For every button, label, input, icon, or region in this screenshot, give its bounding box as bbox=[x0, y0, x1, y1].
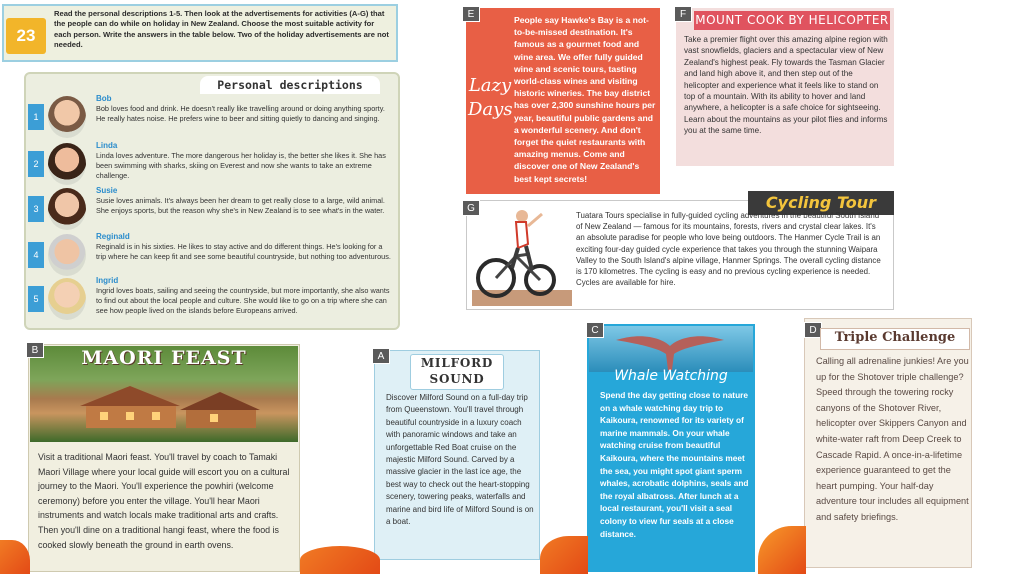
ad-maori-feast-text: Visit a traditional Maori feast. You'll travel by coach to Tamaki Maori Village where your local guide will escort you on a cultural journey to the Maori. You'll experience the powhiri (welcome ceremony) before you enter the village. You'll hear Maori instruments and watch locals make traditional arts and crafts. Then you'll dine on a traditional hangi feast, where the food is cooked slowly beneath the ground in earth ovens. bbox=[38, 452, 290, 550]
decorative-wave bbox=[540, 536, 588, 574]
person-row bbox=[28, 276, 394, 328]
ad-whale-watching-title: Whale Watching bbox=[614, 368, 728, 384]
person-photo bbox=[48, 143, 86, 185]
cyclist-illustration bbox=[472, 208, 572, 306]
person-name: Linda bbox=[96, 141, 118, 150]
decorative-wave bbox=[300, 546, 380, 574]
ad-letter-a: A bbox=[372, 348, 390, 364]
ad-triple-challenge-title: Triple Challenge bbox=[834, 330, 956, 345]
person-row bbox=[28, 94, 394, 140]
person-number: 5 bbox=[28, 286, 44, 312]
task-instructions: Read the personal descriptions 1-5. Then look at the advertisements for activities (A-G) that the people can do while on holiday in New Zealand. Choose the most suitable activity for each person. Write the answers in the table below. Two of the holiday advertisements are not needed. bbox=[54, 9, 389, 50]
person-number: 2 bbox=[28, 151, 44, 177]
ad-triple-challenge-text: Calling all adrenaline junkies! Are you up for the Shotover triple challenge? Speed through the towering rocky canyons of the Shotover River, helicopter over Skippers Canyon and white-water raft from Deep Creek to Cascade Rapid. A once-in-a-lifetime experience guaranteed to get the heart pumping. Your half-day adventure tour includes all equipment and safety briefings. bbox=[816, 356, 969, 522]
ad-letter-e: E bbox=[462, 6, 480, 22]
personal-descriptions-title: Personal descriptions bbox=[200, 76, 380, 94]
whale-tail-illustration bbox=[612, 330, 728, 370]
decorative-wave bbox=[758, 526, 806, 574]
person-number: 1 bbox=[28, 104, 44, 130]
person-name: Ingrid bbox=[96, 276, 119, 285]
ad-mount-cook-title: MOUNT COOK BY HELICOPTER bbox=[694, 11, 890, 30]
person-photo bbox=[48, 278, 86, 320]
ad-whale-watching-text: Spend the day getting close to nature on a whale watching day trip to Kaikoura, renowned for its variety of marine mammals. On your whale watching cruise from beautiful Kaikoura, where the mountains meet the sea, you might spot giant sperm whales, acrobatic dolphins, seals and the royal albatross. After lunch at a local restaurant, you'll visit a seal colony to view fur seals at a close distance. bbox=[600, 390, 749, 539]
ad-maori-feast-title: MAORI FEAST bbox=[81, 347, 247, 369]
ad-letter-f: F bbox=[674, 6, 692, 22]
person-number: 4 bbox=[28, 242, 44, 268]
ad-milford-sound-text: Discover Milford Sound on a full-day trip from Queenstown. You'll travel through beautiful countryside in a luxury coach with panoramic windows and take an unforgettable Red Boat cruise on the majestic Milford Sound. Carved by a massive glacier in the last ice age, the best way to check out the heart-stopping scenery, towering peaks, waterfalls and marine and bird life of Milford Sound is on a boat. bbox=[386, 393, 534, 527]
person-description: Bob loves food and drink. He doesn't really like travelling around or doing anything sporty. He really hates noise. He prefers wine to beer and sitting quietly to dancing and singing. bbox=[96, 104, 385, 124]
ad-letter-b: B bbox=[26, 342, 44, 358]
ad-mount-cook-text: Take a premier flight over this amazing alpine region with vast snowfields, glaciers and a spectacular view of New Zealand's highest peak. Fly towards the Tasman Glacier and land high above it, and then step out of the helicopter and experience what it feels like to stand on top of a mountain. With its ability to hover and land anywhere, a helicopter is a safe choice for sightseeing. Learn about the mountains as your pilot flies and informs you at the same time. bbox=[684, 35, 888, 136]
ad-milford-sound-title bbox=[410, 355, 504, 387]
ad-letter-d: D bbox=[804, 322, 822, 338]
person-name: Susie bbox=[96, 186, 118, 195]
person-row bbox=[28, 186, 394, 232]
decorative-wave bbox=[0, 540, 30, 574]
person-description: Ingrid loves boats, sailing and seeing the countryside, but more importantly, she also wants to find out about the local people and culture. She would like to go on a trip where she can see how people lived on the islands before Europeans arrived. bbox=[96, 286, 390, 316]
ad-letter-g: G bbox=[462, 200, 480, 216]
ad-lazy-days-title: Lazy Days bbox=[468, 75, 513, 120]
person-name: Bob bbox=[96, 94, 112, 103]
maori-house-illustration bbox=[70, 376, 280, 436]
person-photo bbox=[48, 234, 86, 276]
person-description: Reginald is in his sixties. He likes to stay active and do different things. He's looking for a trip where he can keep fit and see some beautiful countryside, but nothing too adventurous. bbox=[96, 242, 391, 262]
person-description: Susie loves animals. It's always been her dream to get really close to a large, wild animal. She enjoys sports, but the reason why she's in New Zealand is to see what's in the water. bbox=[96, 196, 385, 216]
ad-lazy-days-text: People say Hawke's Bay is a not-to-be-missed destination. It's famous as a gourmet food and wine area. We offer fully guided wine and scenic tours, tasting world-class wines and visiting historic wineries. The bay district has over 2,300 sunshine hours per year, beautiful public gardens and a wonderful scenery. And don't forget the quiet restaurants with amazing menus. Come and discover one of New Zealand's best kept secrets! bbox=[514, 15, 656, 184]
ad-milford-title-line2: SOUND bbox=[429, 372, 485, 386]
person-name: Reginald bbox=[96, 232, 130, 241]
ad-cycling-tour-title: Cycling Tour bbox=[748, 191, 894, 215]
person-photo bbox=[48, 188, 86, 230]
person-photo bbox=[48, 96, 86, 138]
ad-milford-title-line1: MILFORD bbox=[420, 356, 494, 370]
person-row bbox=[28, 232, 394, 278]
ad-cycling-tour-text: Tuatara Tours specialise in fully-guided cycling adventures in the beautiful South Island of New Zealand — famous for its mountains, forests, rivers and crystal clear lakes. It's an absolute paradise for people who love being outdoors. The Hanmer Cycle Trail is an exciting four-day guided cycle experience that takes you through the stunning Waipara Valley to the South Island's alpine village, Hanmer Springs. The overall cycling distance is 170 kilometres. The cycling is easy and no previous cycling experience is needed. Cycles are available for hire. bbox=[576, 211, 881, 288]
person-row bbox=[28, 141, 394, 187]
person-number: 3 bbox=[28, 196, 44, 222]
task-number: 23 bbox=[6, 18, 46, 54]
ad-letter-c: C bbox=[586, 322, 604, 338]
person-description: Linda loves adventure. The more dangerous her holiday is, the better she likes it. She has been swimming with sharks, skiing on Everest and now she wants to take an extreme challenge. bbox=[96, 151, 386, 181]
